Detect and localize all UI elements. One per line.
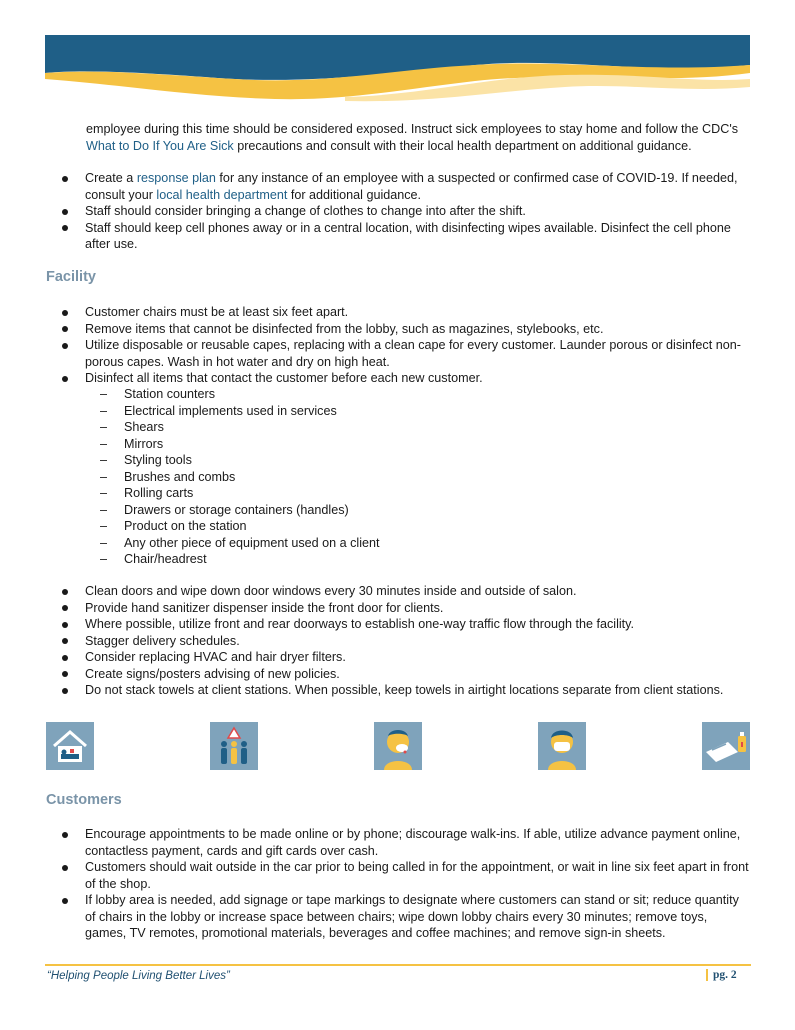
page-number: pg. 2	[706, 969, 737, 981]
sublist-item: – Station counters	[100, 386, 700, 403]
list-item: Customer chairs must be at least six feet apart.	[60, 304, 752, 321]
list-item: Encourage appointments to be made online or by phone; discourage walk-ins. If able, utilize advance payment online, contactless payment, cards and gift cards over cash.	[60, 826, 752, 859]
facility-bullet-list	[60, 304, 752, 387]
list-item: Provide hand sanitizer dispenser inside the front door for clients.	[60, 600, 752, 617]
list-item: Consider replacing HVAC and hair dryer filters.	[60, 649, 752, 666]
list-item: Where possible, utilize front and rear doorways to establish one-way traffic flow through the facility.	[60, 616, 752, 633]
sublist-item: – Shears	[100, 419, 700, 436]
list-item: If lobby area is needed, add signage or tape markings to designate where customers can stand or sit; reduce quantity of chairs in the lobby or increase space between chairs; wipe down lobby chairs every 30 minutes; remove toys, games, TV remotes, promotional materials, beverages and coffee machines; and remove sign-in sheets.	[60, 892, 752, 942]
customers-bullet-list	[60, 826, 752, 942]
list-item: Remove items that cannot be disinfected from the lobby, such as magazines, stylebooks, etc.	[60, 321, 752, 338]
header-banner	[45, 35, 750, 105]
sublist-item: – Styling tools	[100, 452, 700, 469]
list-item: Utilize disposable or reusable capes, replacing with a clean cape for every customer. Launder porous or disinfect non-porous capes. Wash in hot water and dry on high heat.	[60, 337, 752, 370]
paragraph-text: precautions and consult with their local health department on additional guidance.	[233, 138, 692, 153]
list-item: Staff should consider bringing a change of clothes to change into after the shift.	[60, 203, 752, 220]
stay-home-icon	[46, 722, 94, 770]
sublist-item: – Rolling carts	[100, 485, 700, 502]
facility-bullet-list-2	[60, 583, 752, 699]
footer-tagline: “Helping People Living Better Lives”	[47, 970, 230, 982]
list-item: Create signs/posters advising of new policies.	[60, 666, 752, 683]
list-item: Stagger delivery schedules.	[60, 633, 752, 650]
list-item: Customers should wait outside in the car prior to being called in for the appointment, or wait in line six feet apart in front of the shop.	[60, 859, 752, 892]
list-item: Create a response plan for any instance of an employee with a suspected or confirmed case of COVID-19. If needed, consult your local health department for additional guidance.	[60, 170, 752, 203]
list-item: Do not stack towels at client stations. When possible, keep towels in airtight locations separate from client stations.	[60, 682, 752, 699]
social-distancing-icon	[210, 722, 258, 770]
cover-cough-icon	[374, 722, 422, 770]
facility-heading: Facility	[46, 269, 96, 285]
list-item: Disinfect all items that contact the customer before each new customer.	[60, 370, 752, 387]
intro-bullet-list	[60, 170, 752, 253]
sublist-item: – Chair/headrest	[100, 551, 700, 568]
sublist-item: – Brushes and combs	[100, 469, 700, 486]
face-mask-icon	[538, 722, 586, 770]
sublist-item: – Mirrors	[100, 436, 700, 453]
sublist-item: – Any other piece of equipment used on a client	[100, 535, 700, 552]
response-plan-link[interactable]: response plan	[136, 171, 216, 185]
customers-heading: Customers	[46, 792, 122, 808]
sublist-item: – Product on the station	[100, 518, 700, 535]
continued-paragraph	[86, 121, 751, 154]
sublist-item: – Drawers or storage containers (handles)	[100, 502, 700, 519]
disinfect-surface-icon	[702, 722, 750, 770]
footer-divider	[45, 964, 751, 966]
local-health-department-link[interactable]: local health department	[156, 187, 288, 202]
sublist-item: – Electrical implements used in services	[100, 403, 700, 420]
list-item: Staff should keep cell phones away or in a central location, with disinfecting wipes available. Disinfect the cell phone after use.	[60, 220, 752, 253]
list-item: Clean doors and wipe down door windows every 30 minutes inside and outside of salon.	[60, 583, 752, 600]
disinfect-items-sublist	[100, 386, 700, 568]
paragraph-text: employee during this time should be considered exposed. Instruct sick employees to stay home and follow the CDC's	[86, 122, 739, 136]
what-to-do-if-sick-link[interactable]: What to Do If You Are Sick	[86, 138, 234, 153]
